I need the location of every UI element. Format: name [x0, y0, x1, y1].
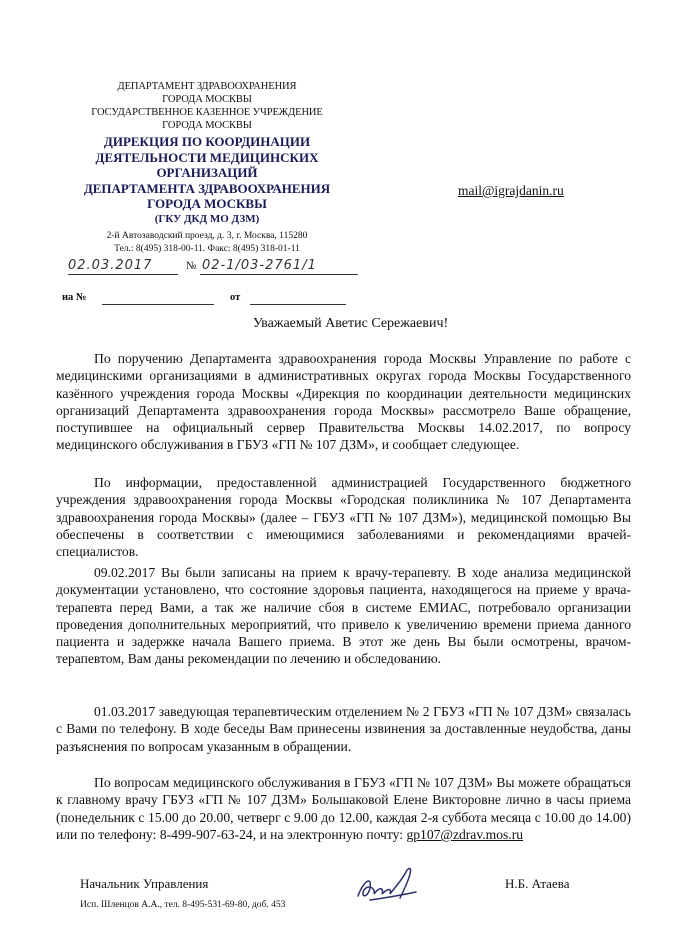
- body-paragraph-2: По информации, предоставленной администрацией Государственного бюджетного учреждения здравоохранения города Москвы «Городская поликлиника № 107 Департамента здравоохранения города Москвы» (далее – ГБУЗ «ГП № 107 ДЗМ»), медицинской помощью Вы обеспечены в соответствии с имеющимися заболеваниями и рекомендациями врачей-специалистов.: [56, 475, 631, 560]
- body-paragraph-5: [56, 774, 631, 843]
- date-underline: [68, 274, 178, 275]
- signature-position: Начальник Управления: [80, 876, 209, 891]
- org-line-bold: ДИРЕКЦИЯ ПО КООРДИНАЦИИ: [103, 134, 311, 149]
- registration-line: [68, 258, 368, 278]
- org-line-bold: (ГКУ ДКД МО ДЗМ): [154, 212, 260, 225]
- body-paragraph-1: По поручению Департамента здравоохранения города Москвы Управление по работе с медицинскими организациями в административных округах города Москвы Государственного казённого учреждения города Москвы «Дирекция по координации деятельности медицинских организаций Департамента здравоохранения города Москвы» рассмотрело Ваше обращение, поступившее на официальный сервер Правительства Москвы 14.02.2017, по вопросу медицинского обслуживания в ГБУЗ «ГП № 107 ДЗМ», и сообщает следующее.: [56, 351, 631, 453]
- handwritten-date: 02.03.2017: [68, 258, 153, 273]
- org-line: ГОРОДА МОСКВЫ: [162, 120, 252, 131]
- number-prefix: №: [186, 260, 197, 272]
- body-paragraph-4: 01.03.2017 заведующая терапевтическим отделением № 2 ГБУЗ «ГП № 107 ДЗМ» связалась с Вами по телефону. В ходе беседы Вам принесены извинения за доставленные неудобства, даны разъяснения по вопросам указанным в обращении.: [56, 704, 631, 754]
- ref-from-label: от: [230, 292, 241, 303]
- ref-date-blank: [250, 304, 346, 305]
- salutation: Уважаемый Аветис Сережаевич!: [252, 316, 449, 331]
- executor-info: Исп. Шленцов А.А., тел. 8-495-531-69-80, доб. 453: [80, 900, 286, 910]
- handwritten-signature: [350, 858, 430, 908]
- ref-label: на №: [62, 292, 87, 303]
- org-line: ДЕПАРТАМЕНТ ЗДРАВООХРАНЕНИЯ: [117, 81, 297, 92]
- signature-name: Н.Б. Атаева: [505, 876, 570, 891]
- org-phones: Тел.: 8(495) 318-00-11. Факс: 8(495) 318-01-11: [114, 243, 300, 254]
- org-address: 2-й Автозаводский проезд, д. 3, г. Москва, 115280: [106, 231, 308, 241]
- org-line-bold: ГОРОДА МОСКВЫ: [147, 196, 267, 211]
- org-line-bold: ДЕПАРТАМЕНТА ЗДРАВООХРАНЕНИЯ: [83, 180, 331, 196]
- org-header: [62, 80, 352, 255]
- body-paragraph-3: 09.02.2017 Вы были записаны на прием к врачу-терапевту. В ходе анализа медицинской документации установлено, что состояние здоровья пациента, находящегося на приеме у врача-терапевта перед Вами, а так же наличие сбоя в системе ЕМИАС, потребовало организации проведения дополнительных мероприятий, что привело к увеличению времени приема данного пациента и задержке начала Вашего приема. В этот же день Вы были осмотрены, врачом-терапевтом, Вам даны рекомендации по лечению и обследованию.: [56, 565, 631, 667]
- clinic-email-link[interactable]: gp107@zdrav.mos.ru: [406, 826, 524, 842]
- recipient-email-text: mail@igrajdanin.ru: [458, 183, 564, 198]
- org-line: ГОСУДАРСТВЕННОЕ КАЗЕННОЕ УЧРЕЖДЕНИЕ: [91, 107, 323, 118]
- org-line-bold: ДЕЯТЕЛЬНОСТИ МЕДИЦИНСКИХ: [95, 149, 319, 165]
- ref-number-blank: [102, 304, 214, 305]
- handwritten-number: 02-1/03-2761/1: [202, 258, 317, 273]
- contact-text: По вопросам медицинского обслуживания в ГБУЗ «ГП № 107 ДЗМ» Вы можете обращаться к главному врачу ГБУЗ «ГП № 107 ДЗМ» Большаковой Елене Викторовне лично в часы приема (понедельник с 15.00 до 20.00, четверг с 9.00 до 12.00, каждая 2-я суббота месяца с 10.00 до 14.00) или по телефону: 8-499-907-63-24, и на электронную почту:: [56, 775, 631, 842]
- reference-line: [62, 292, 362, 308]
- recipient-email: [458, 183, 564, 199]
- org-line-bold: ОРГАНИЗАЦИЙ: [156, 165, 258, 180]
- number-underline: [200, 274, 358, 275]
- org-line: ГОРОДА МОСКВЫ: [162, 94, 252, 105]
